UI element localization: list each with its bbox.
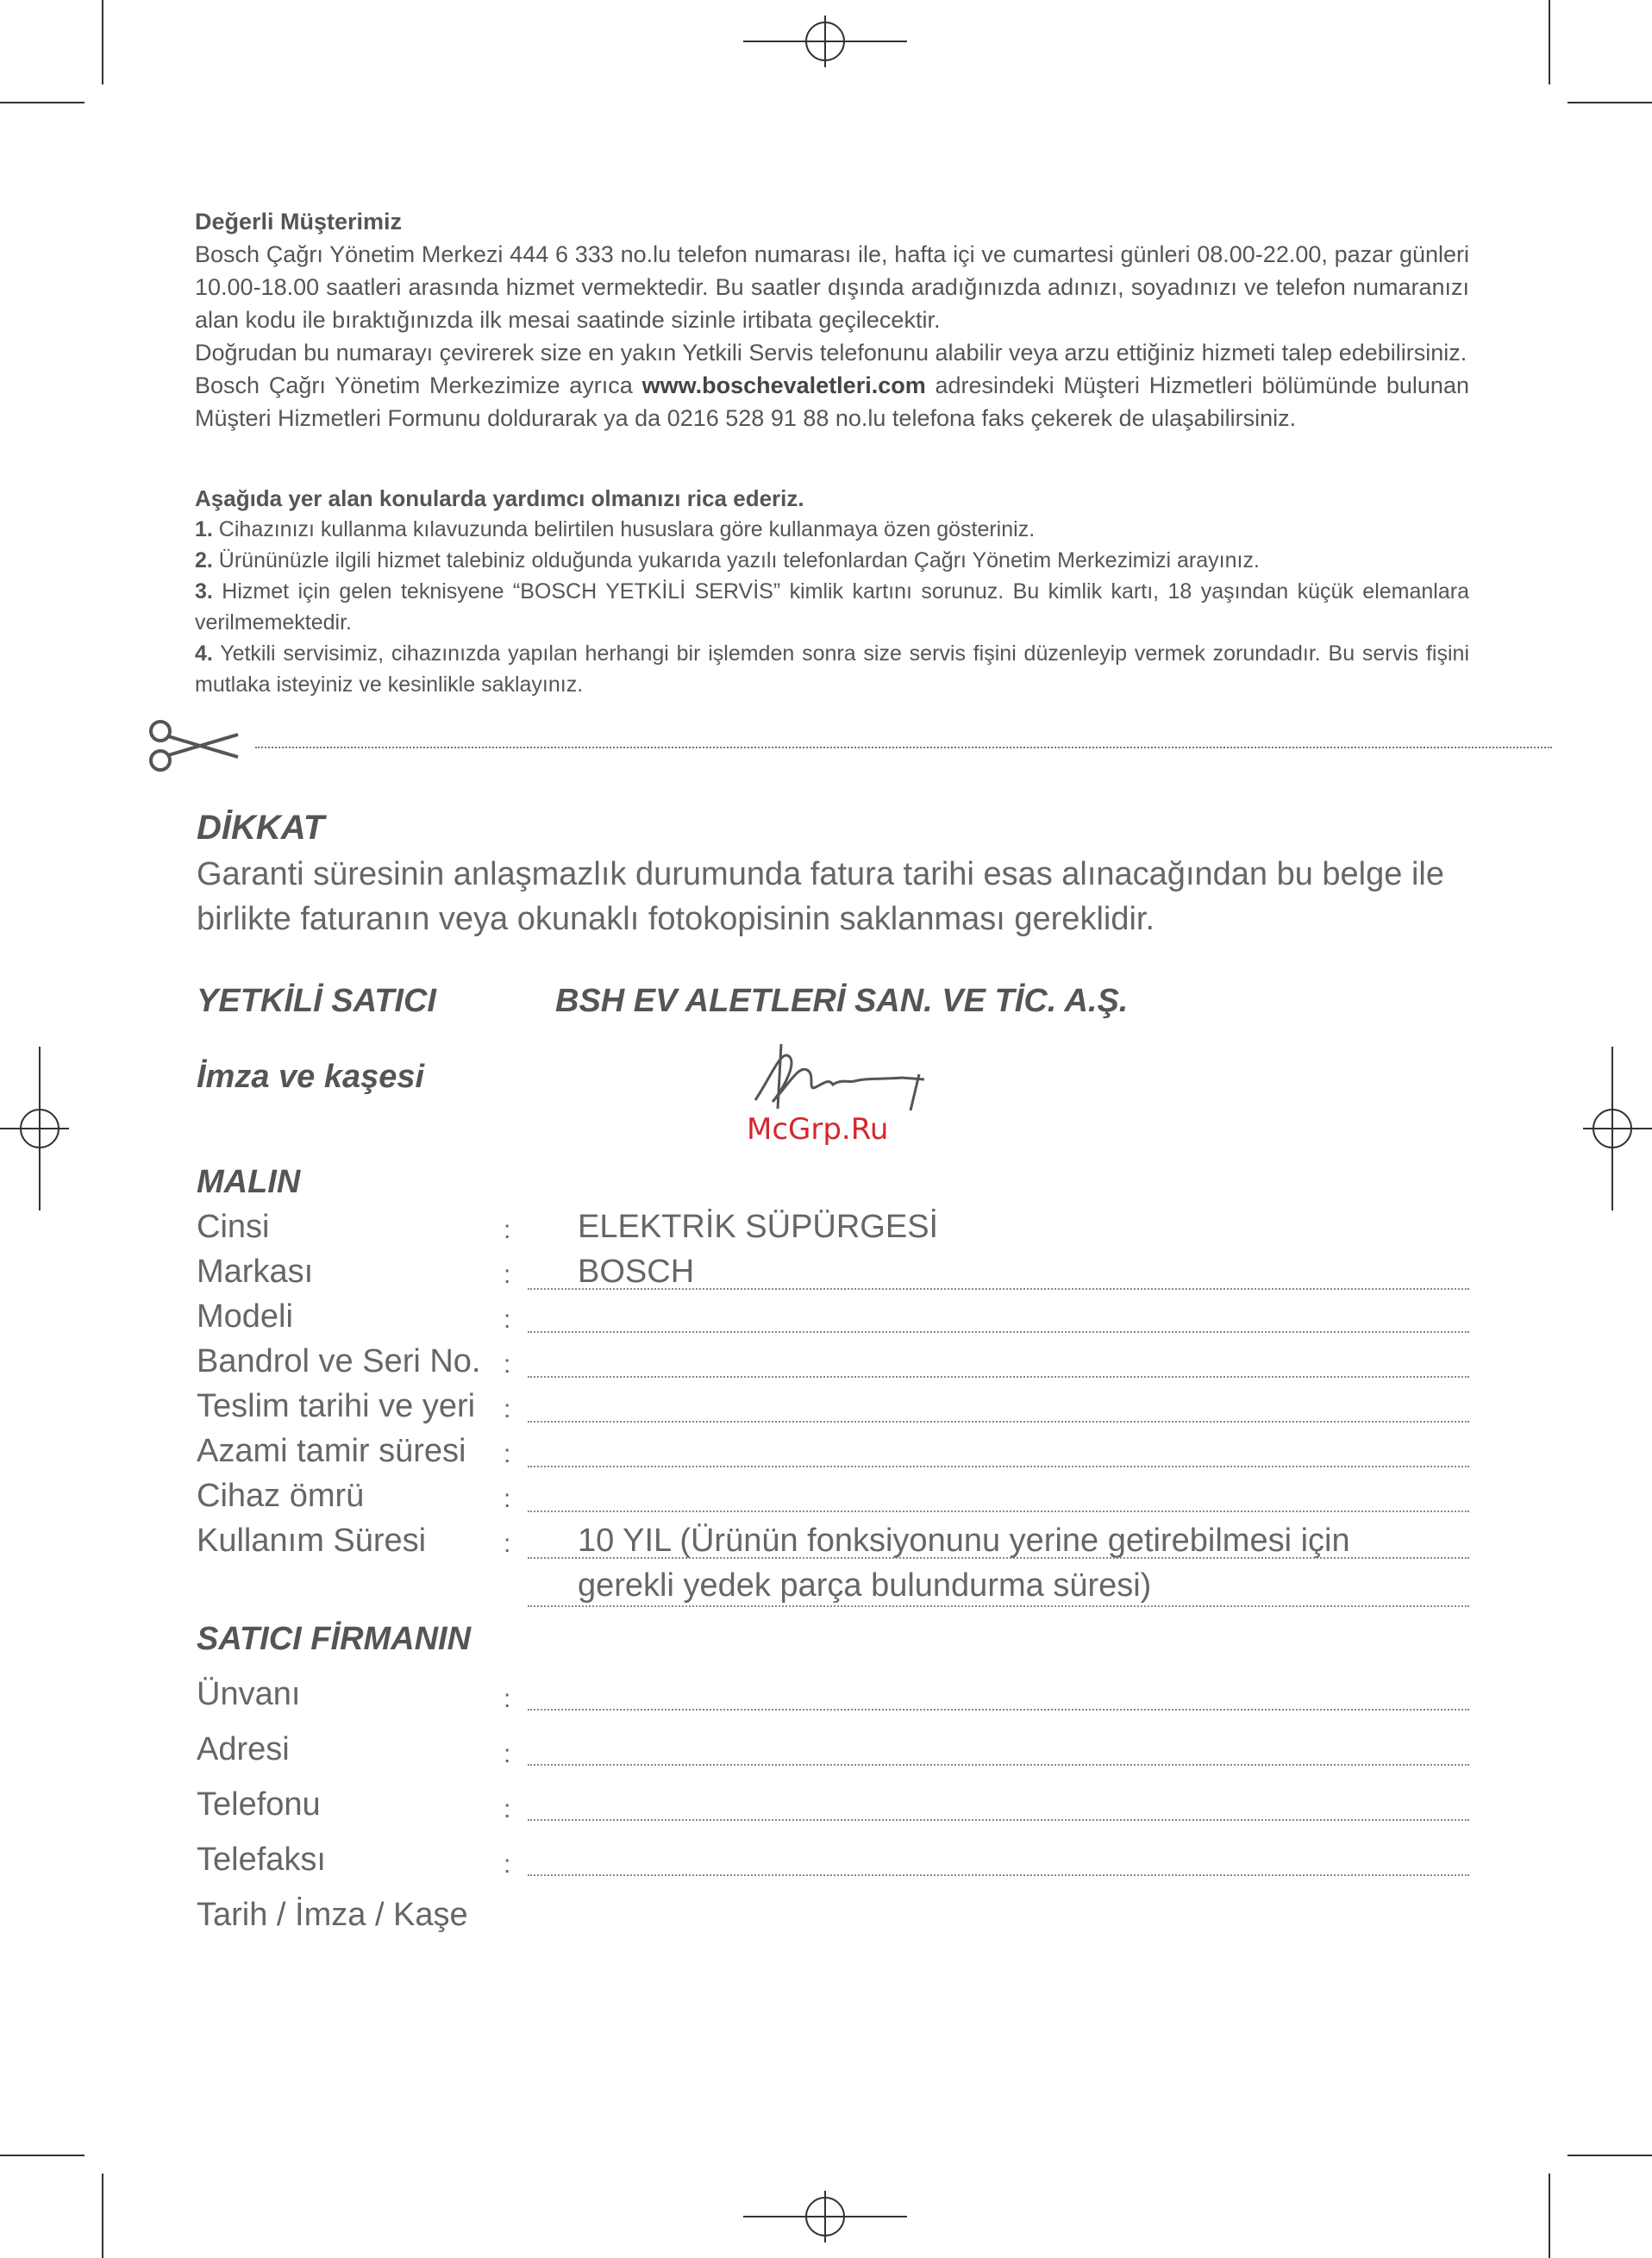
warning-text: Garanti süresinin anlaşmazlık durumunda fatura tarihi esas alınacağından bu belge ile birlikte faturanın veya okunaklı fotokopisinin saklanması gereklidir. <box>197 856 1444 937</box>
warning-title: DİKKAT <box>197 809 325 847</box>
product-brand-value: BOSCH <box>578 1254 695 1290</box>
crop-mark <box>1549 0 1550 84</box>
help-item <box>195 638 1469 700</box>
item-number: 4. <box>195 641 213 666</box>
product-type-value: ELEKTRİK SÜPÜRGESİ <box>578 1209 939 1245</box>
colon-separator: : <box>504 1260 511 1289</box>
item-text: Yetkili servisimiz, cihazınızda yapılan herhangi bir işlemden sonra size servis fişini düzenleyip vermek zorundadır. Bu servis fişini mutlaka isteyiniz ve kesinlikle saklayınız. <box>195 641 1469 697</box>
product-row-label: Modeli <box>197 1298 293 1335</box>
registration-mark-icon <box>743 16 907 67</box>
item-text: Hizmet için gelen teknisyene “BOSCH YETKİLİ SERVİS” kimlik kartını sorunuz. Bu kimlik kartı, 18 yaşından küçük elemanlara verilmemektedir. <box>195 579 1469 635</box>
fill-line[interactable] <box>528 1874 1469 1876</box>
customer-info-paragraph: Bosch Çağrı Yönetim Merkezi 444 6 333 no.lu telefon numarası ile, hafta içi ve cumartesi günleri 08.00-22.00, pazar günleri 10.00-18.00 saatleri arasında hizmet vermektedir. Bu saatler dışında aradığınızda adınızı, soyadınızı ve telefon numaranızı alan kodu ile bıraktığınızda ilk mesai saatinde sizinle irtibata geçilecektir. <box>195 241 1469 333</box>
colon-separator: : <box>504 1350 511 1379</box>
registration-mark-icon <box>0 1047 69 1210</box>
fill-line[interactable] <box>528 1331 1469 1333</box>
fill-line[interactable] <box>528 1466 1469 1467</box>
paragraph-text: adresindeki Müşteri Hizmetleri bölümünde bulunan Müşteri Hizmetleri Formunu doldurarak ya da 0216 528 91 88 no.lu telefona faks çekerek de ulaşabilirsiniz. <box>195 372 1469 431</box>
scissors-icon <box>145 719 240 772</box>
seller-row-label: Telefaksı <box>197 1842 326 1878</box>
fill-line[interactable] <box>528 1709 1469 1711</box>
customer-info-heading: Değerli Müşterimiz <box>195 209 403 235</box>
date-signature-label: Tarih / İmza / Kaşe <box>197 1897 468 1933</box>
fill-line[interactable] <box>528 1557 1469 1559</box>
product-row-label: Cihaz ömrü <box>197 1478 365 1514</box>
crop-mark <box>1568 2155 1652 2156</box>
colon-separator: : <box>504 1795 511 1823</box>
usage-period-continuation: gerekli yedek parça bulundurma süresi) <box>578 1567 1152 1604</box>
colon-separator: : <box>504 1216 511 1244</box>
help-item <box>195 514 1469 545</box>
fill-line[interactable] <box>528 1764 1469 1766</box>
item-number: 1. <box>195 517 213 541</box>
product-row-label: Bandrol ve Seri No. <box>197 1343 481 1379</box>
crop-mark <box>1549 2174 1550 2258</box>
product-row-label: Markası <box>197 1254 314 1290</box>
product-row-label: Teslim tarihi ve yeri <box>197 1388 476 1424</box>
fill-line[interactable] <box>528 1376 1469 1378</box>
colon-separator: : <box>504 1485 511 1513</box>
product-heading: MALIN <box>197 1164 301 1200</box>
help-section <box>195 483 1469 700</box>
item-text: Cihazınızı kullanma kılavuzunda belirtilen hususlara göre kullanmaya özen gösteriniz. <box>212 517 1036 541</box>
seller-row-label: Ünvanı <box>197 1676 301 1712</box>
item-number: 2. <box>195 548 213 572</box>
colon-separator: : <box>504 1685 511 1713</box>
website-link[interactable]: www.boschevaletleri.com <box>641 372 926 398</box>
signature-label: İmza ve kaşesi <box>197 1059 425 1095</box>
customer-info-paragraph: Doğrudan bu numarayı çevirerek size en yakın Yetkili Servis telefonunu alabilir veya arzu ettiğiniz hizmeti talep edebilirsiniz. <box>195 340 1467 366</box>
fill-line[interactable] <box>528 1605 1469 1607</box>
crop-mark <box>1568 102 1652 103</box>
crop-mark <box>102 2174 103 2258</box>
colon-separator: : <box>504 1529 511 1558</box>
colon-separator: : <box>504 1395 511 1423</box>
crop-mark <box>0 2155 84 2156</box>
colon-separator: : <box>504 1850 511 1879</box>
customer-info-section <box>195 205 1469 435</box>
watermark-text: McGrp.Ru <box>747 1112 889 1147</box>
customer-info-paragraph <box>195 369 1469 435</box>
product-row-label: Cinsi <box>197 1209 270 1245</box>
crop-mark <box>0 102 84 103</box>
registration-mark-icon <box>743 2191 907 2242</box>
cut-line <box>255 747 1552 748</box>
colon-separator: : <box>504 1440 511 1468</box>
colon-separator: : <box>504 1740 511 1768</box>
seller-row-label: Adresi <box>197 1731 290 1767</box>
product-row-label: Kullanım Süresi <box>197 1523 427 1559</box>
registration-mark-icon <box>1583 1047 1652 1210</box>
help-item <box>195 545 1469 576</box>
seller-row-label: Telefonu <box>197 1786 321 1823</box>
help-heading: Aşağıda yer alan konularda yardımcı olmanızı rica ederiz. <box>195 485 804 511</box>
dealer-label: YETKİLİ SATICI <box>197 983 436 1019</box>
fill-line[interactable] <box>528 1819 1469 1821</box>
fill-line[interactable] <box>528 1288 1469 1290</box>
seller-heading: SATICI FİRMANIN <box>197 1621 472 1657</box>
colon-separator: : <box>504 1305 511 1334</box>
help-item <box>195 576 1469 638</box>
paragraph-text: Bosch Çağrı Yönetim Merkezimize ayrıca <box>195 372 642 398</box>
item-number: 3. <box>195 579 213 604</box>
usage-period-value: 10 YIL (Ürünün fonksiyonunu yerine getirebilmesi için <box>578 1523 1350 1559</box>
fill-line[interactable] <box>528 1421 1469 1423</box>
signature-icon <box>747 1040 931 1117</box>
item-text: Ürününüzle ilgili hizmet talebiniz olduğunda yukarıda yazılı telefonlardan Çağrı Yönetim Merkezimizi arayınız. <box>212 548 1260 572</box>
dealer-name: BSH EV ALETLERİ SAN. VE TİC. A.Ş. <box>555 983 1129 1019</box>
product-row-label: Azami tamir süresi <box>197 1433 466 1469</box>
crop-mark <box>102 0 103 84</box>
fill-line[interactable] <box>528 1511 1469 1512</box>
